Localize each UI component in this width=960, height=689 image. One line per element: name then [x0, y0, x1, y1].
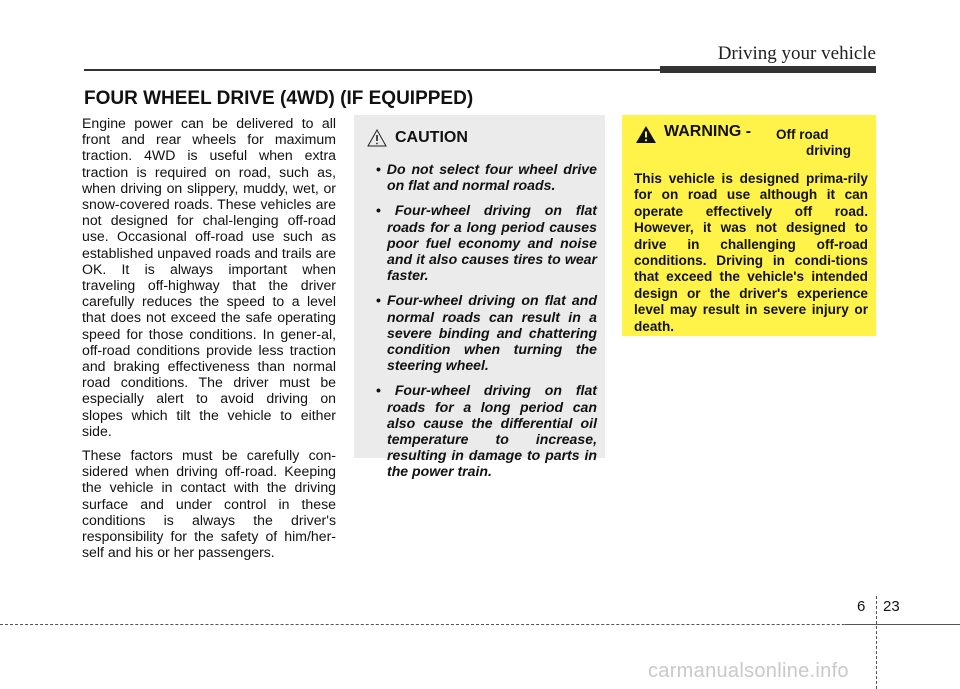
caution-title: CAUTION — [395, 129, 468, 146]
caution-item: • Four-wheel driving on flat and normal roads can result in a severe binding and chattering condition when turning the steering wheel. — [367, 292, 597, 373]
page-divider — [876, 596, 878, 689]
footer-rule — [0, 624, 960, 625]
caution-item: • Four-wheel driving on flat roads for a long period can also cause the differential oil temperature to increase, resulting in damage to parts in the power train. — [367, 382, 597, 479]
header-rule-accent — [660, 66, 876, 73]
caution-header — [367, 123, 597, 153]
caution-item: • Do not select four wheel drive on flat and normal roads. — [367, 161, 597, 193]
warning-title: WARNING - — [664, 123, 752, 140]
warning-subtitle-continued: driving — [806, 143, 852, 158]
caution-item: • Four-wheel driving on flat roads for a long period causes poor fuel economy and noise and it also causes tires to wear faster. — [367, 202, 597, 283]
footer-rule-accent — [845, 624, 960, 625]
warning-subtitle: Off road — [776, 127, 829, 142]
warning-triangle-icon — [635, 125, 657, 144]
warning-header — [634, 123, 868, 161]
warning-text: This vehicle is designed prima-rily for on road use although it can operate effectively off road. However, it was not designed to drive in challenging off-road conditions. Driving in condi-tions that exceed the vehicle's intended design or the driver's experience level may result in severe injury or death. — [634, 171, 868, 334]
body-paragraph: Engine power can be delivered to all front and rear wheels for maximum traction. 4WD is useful when extra traction is required on road, such as, when driving on slippery, muddy, wet, or snow-covered roads. These vehicles are not designed for chal-lenging off-road use. Occasional off-road use such as established unpaved roads and trails are OK. It is always important when traveling off-highway that the driver carefully reduces the speed to a level that does not exceed the safe operating speed for those conditions. In gener-al, off-road conditions provide less traction and braking effectiveness than normal road conditions. The driver must be especially alert to avoid driving on slopes which tilt the vehicle to either side. — [82, 115, 336, 439]
page-number: 23 — [883, 598, 900, 615]
chapter-header: Driving your vehicle — [717, 43, 876, 64]
caution-triangle-icon — [367, 129, 387, 147]
warning-box — [622, 115, 876, 336]
section-title: FOUR WHEEL DRIVE (4WD) (IF EQUIPPED) — [84, 88, 474, 109]
watermark: carmanualsonline.info — [648, 660, 849, 682]
chapter-number: 6 — [857, 598, 866, 615]
body-column — [82, 115, 336, 568]
caution-box — [354, 115, 605, 480]
body-paragraph: These factors must be carefully con-sidered when driving off-road. Keeping the vehicle in contact with the driving surface and under control in these conditions is always the driver's responsibility for the safety of him/her-self and his or her passengers. — [82, 447, 336, 561]
caution-list — [367, 161, 597, 480]
